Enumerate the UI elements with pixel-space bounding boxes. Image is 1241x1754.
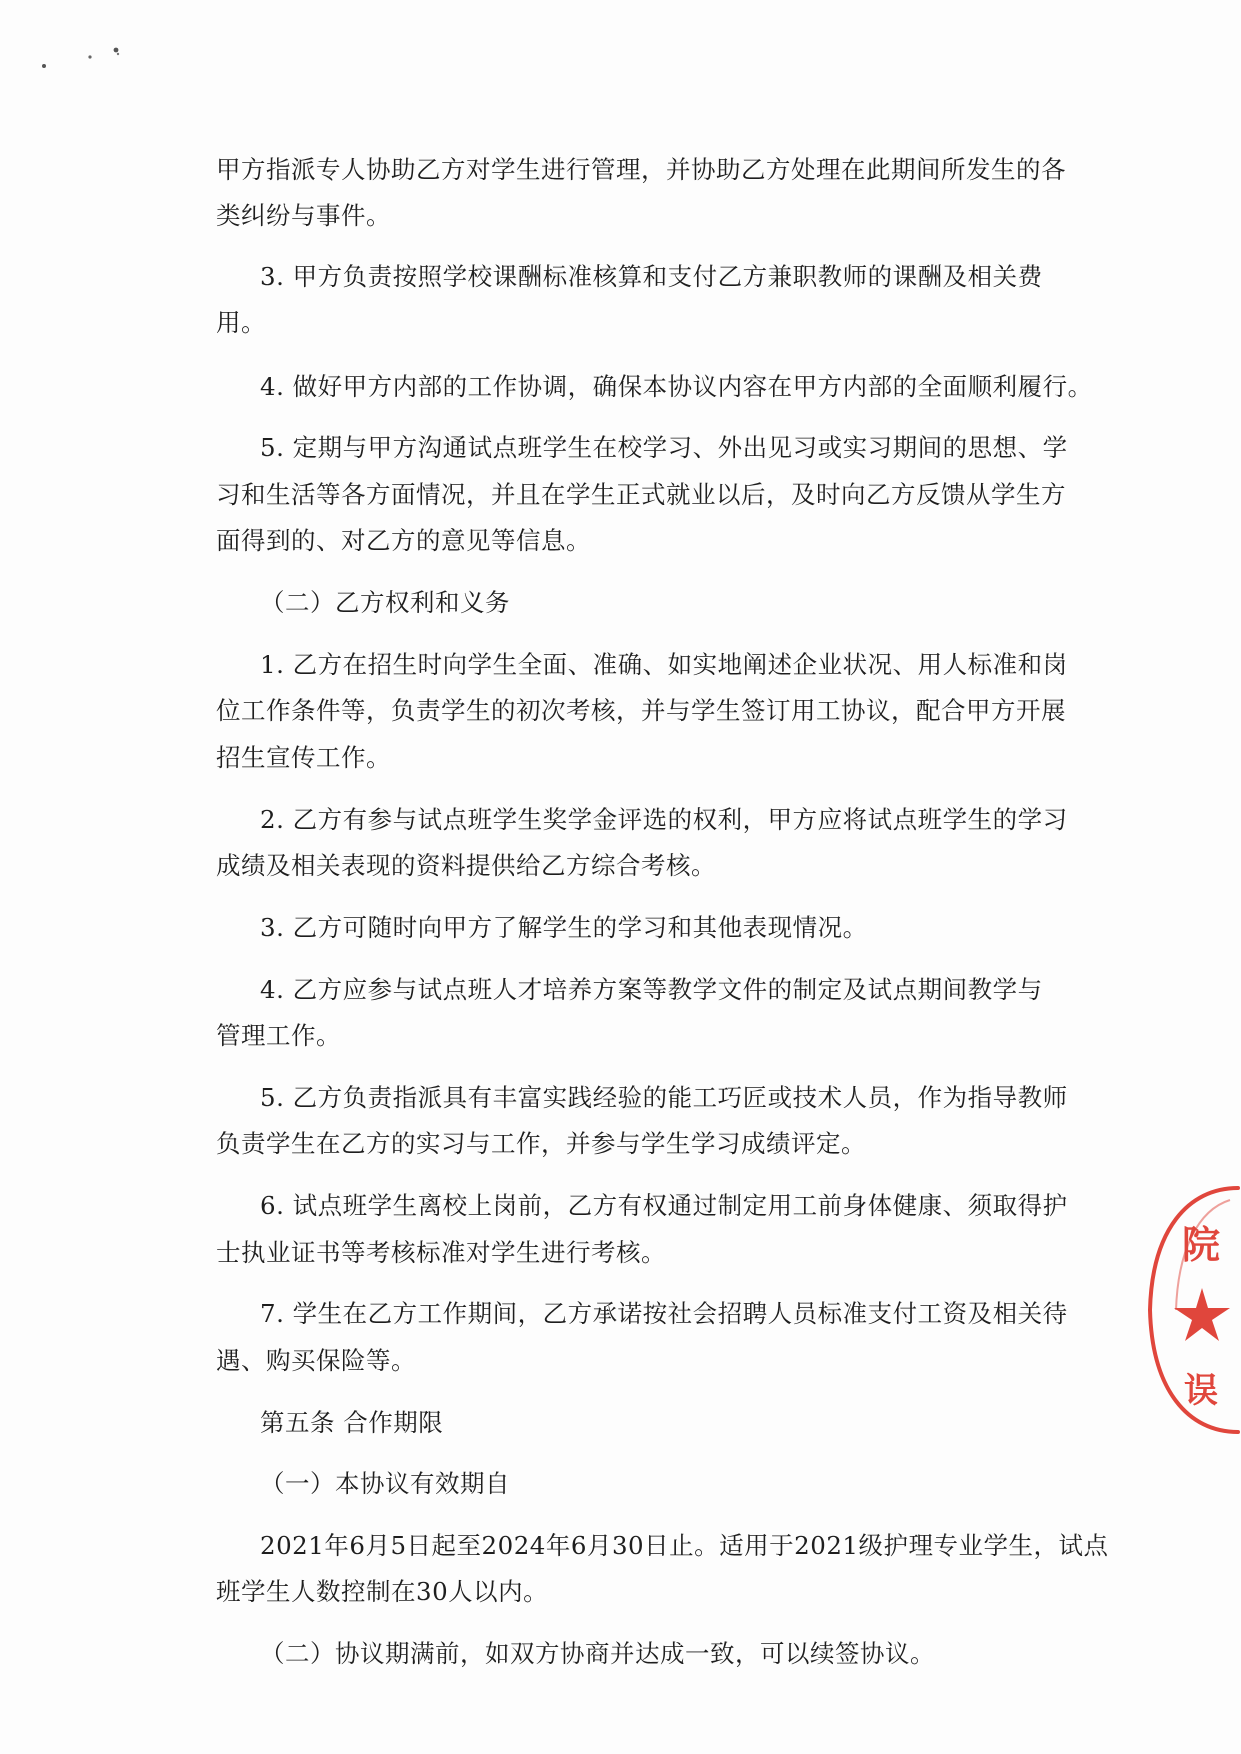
paragraph-line: 3. 乙方可随时向甲方了解学生的学习和其他表现情况。: [260, 913, 868, 942]
paragraph-line: 2. 乙方有参与试点班学生奖学金评选的权利，甲方应将试点班学生的学习: [260, 805, 1068, 834]
red-seal-stamp: [1140, 1180, 1241, 1440]
paragraph-line: 用。: [216, 308, 266, 337]
paragraph-line: 管理工作。: [216, 1021, 341, 1050]
paragraph-line: 4. 乙方应参与试点班人才培养方案等教学文件的制定及试点期间教学与: [260, 975, 1043, 1004]
paragraph-line: 班学生人数控制在30人以内。: [216, 1577, 549, 1606]
paragraph-line: 习和生活等各方面情况，并且在学生正式就业以后，及时向乙方反馈从学生方: [216, 480, 1066, 509]
paragraph-line: 位工作条件等，负责学生的初次考核，并与学生签订用工协议，配合甲方开展: [216, 696, 1066, 725]
paragraph-line: 士执业证书等考核标准对学生进行考核。: [216, 1238, 666, 1267]
svg-text:院: 院: [1182, 1222, 1221, 1267]
scan-specks: [30, 40, 130, 80]
paragraph-line: 6. 试点班学生离校上岗前，乙方有权通过制定用工前身体健康、须取得护: [260, 1191, 1068, 1220]
paragraph-line: 负责学生在乙方的实习与工作，并参与学生学习成绩评定。: [216, 1129, 866, 1158]
paragraph-line: 招生宣传工作。: [216, 743, 391, 772]
paragraph-line: 甲方指派专人协助乙方对学生进行管理，并协助乙方处理在此期间所发生的各: [216, 155, 1066, 184]
paragraph-line: 2021年6月5日起至2024年6月30日止。适用于2021级护理专业学生，试点: [260, 1531, 1109, 1560]
paragraph-line: 3. 甲方负责按照学校课酬标准核算和支付乙方兼职教师的课酬及相关费: [260, 262, 1043, 291]
paragraph-line: 1. 乙方在招生时向学生全面、准确、如实地阐述企业状况、用人标准和岗: [260, 650, 1068, 679]
paragraph-line: 面得到的、对乙方的意见等信息。: [216, 526, 591, 555]
paragraph-line: 遇、购买保险等。: [216, 1346, 416, 1375]
section-heading: （二）乙方权利和义务: [260, 588, 510, 617]
paragraph-line: 类纠纷与事件。: [216, 201, 391, 230]
paragraph-line: 成绩及相关表现的资料提供给乙方综合考核。: [216, 851, 716, 880]
paragraph-line: 5. 乙方负责指派具有丰富实践经验的能工巧匠或技术人员，作为指导教师: [260, 1083, 1068, 1112]
paragraph-line: （二）协议期满前，如双方协商并达成一致，可以续签协议。: [260, 1639, 935, 1668]
article-heading: 第五条 合作期限: [260, 1408, 444, 1437]
section-heading: （一）本协议有效期自: [260, 1469, 510, 1498]
paragraph-line: 7. 学生在乙方工作期间，乙方承诺按社会招聘人员标准支付工资及相关待: [260, 1299, 1068, 1328]
svg-text:误: 误: [1184, 1371, 1218, 1411]
paragraph-line: 5. 定期与甲方沟通试点班学生在校学习、外出见习或实习期间的思想、学: [260, 433, 1068, 462]
paragraph-line: 4. 做好甲方内部的工作协调，确保本协议内容在甲方内部的全面顺利履行。: [260, 372, 1093, 401]
